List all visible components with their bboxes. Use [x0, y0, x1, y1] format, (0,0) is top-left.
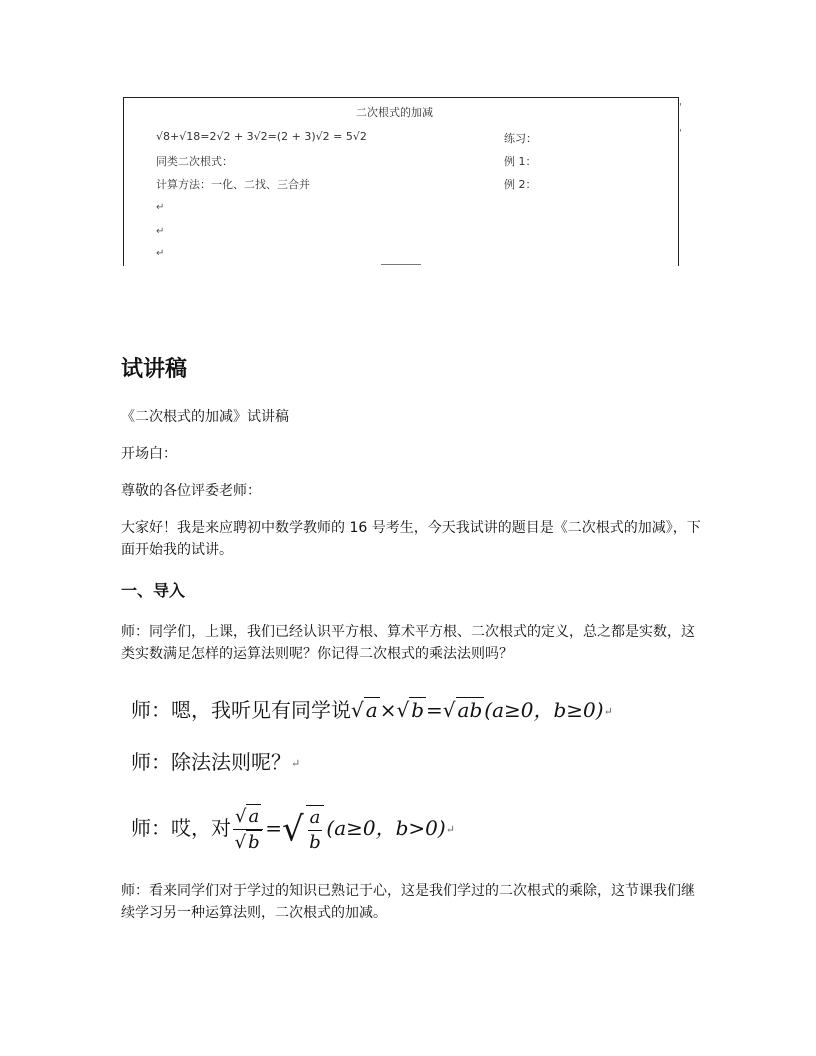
formula3-prefix: 师：哎，对: [131, 816, 231, 840]
formula3-eq: =: [265, 816, 282, 840]
formula1-times: ×: [379, 698, 397, 722]
intro-paragraph: 大家好！我是来应聘初中数学教师的 16 号考生，今天我试讲的题目是《二次根式的加减》，下面开始我的试讲。: [121, 520, 701, 558]
board-return-mark: ↵: [156, 248, 165, 259]
board-row1-left: √8+√18=2√2 + 3√2=(2 + 3)√2 = 5√2: [156, 130, 367, 143]
section-heading: 一、导入: [121, 581, 186, 600]
board-return-mark: ↵: [156, 202, 165, 213]
formula1-prefix: 师：嗯，我听见有同学说: [131, 698, 351, 722]
formula-line-1: 师：嗯，我听见有同学说√ a ×√ b =√ ab (a≥0，b≥0)↵: [131, 698, 613, 722]
paragraph-1: 师：同学们，上课，我们已经认识平方根、算术平方根、二次根式的定义，总之都是实数，这类实数满足怎样的运算法则呢？你记得二次根式的乘法法则吗？: [121, 624, 695, 662]
paragraph-2: 师：看来同学们对于学过的知识已熟记于心，这是我们学过的二次根式的乘除，这节课我们继续学习另一种运算法则，二次根式的加减。: [121, 883, 695, 921]
formula1-a: a: [365, 698, 378, 722]
fraction-sqrt-a-over-sqrt-b: $\frac{√ a}{√ b}$: [233, 804, 263, 855]
board-edge-mark: ': [679, 102, 682, 113]
formula2-text: 师：除法法则呢？: [131, 750, 291, 774]
formula-line-2: [131, 746, 300, 775]
formula3-condition: (a≥0，b>0): [326, 816, 446, 840]
formula1-condition: (a≥0，b≥0): [484, 698, 604, 722]
board-image: [123, 97, 679, 266]
subtitle: 《二次根式的加减》试讲稿: [121, 409, 289, 425]
opening-label: 开场白：: [121, 446, 177, 462]
board-bottom-line: [381, 264, 421, 265]
return-mark: ↵: [603, 705, 613, 718]
page-title: 试讲稿: [121, 357, 188, 382]
greeting: 尊敬的各位评委老师：: [121, 483, 261, 499]
board-return-mark: ↵: [156, 226, 165, 237]
return-mark: ↵: [445, 823, 455, 836]
formula1-ab: ab: [457, 698, 483, 722]
formula-line-3: 师：哎，对 $\frac{√ a}{√ b}$ =√ $\frac{a}{b}$ (a≥0，b>0)↵: [131, 806, 455, 853]
return-mark: ↵: [291, 757, 301, 770]
board-row2-right: 例 1：: [504, 155, 537, 168]
board-row1-right: 练习：: [504, 132, 537, 145]
board-edge-mark: ': [679, 128, 682, 139]
formula1-b: b: [411, 698, 425, 722]
board-title: 二次根式的加减: [356, 106, 433, 119]
formula1-eq: =: [426, 698, 443, 722]
board-row3-right: 例 2：: [504, 178, 537, 191]
board-row2-left: 同类二次根式：: [156, 155, 233, 168]
board-row3-left: 计算方法：一化、二找、三合并: [156, 178, 310, 191]
fraction-a-over-b: $\frac{a}{b}$: [306, 805, 325, 855]
